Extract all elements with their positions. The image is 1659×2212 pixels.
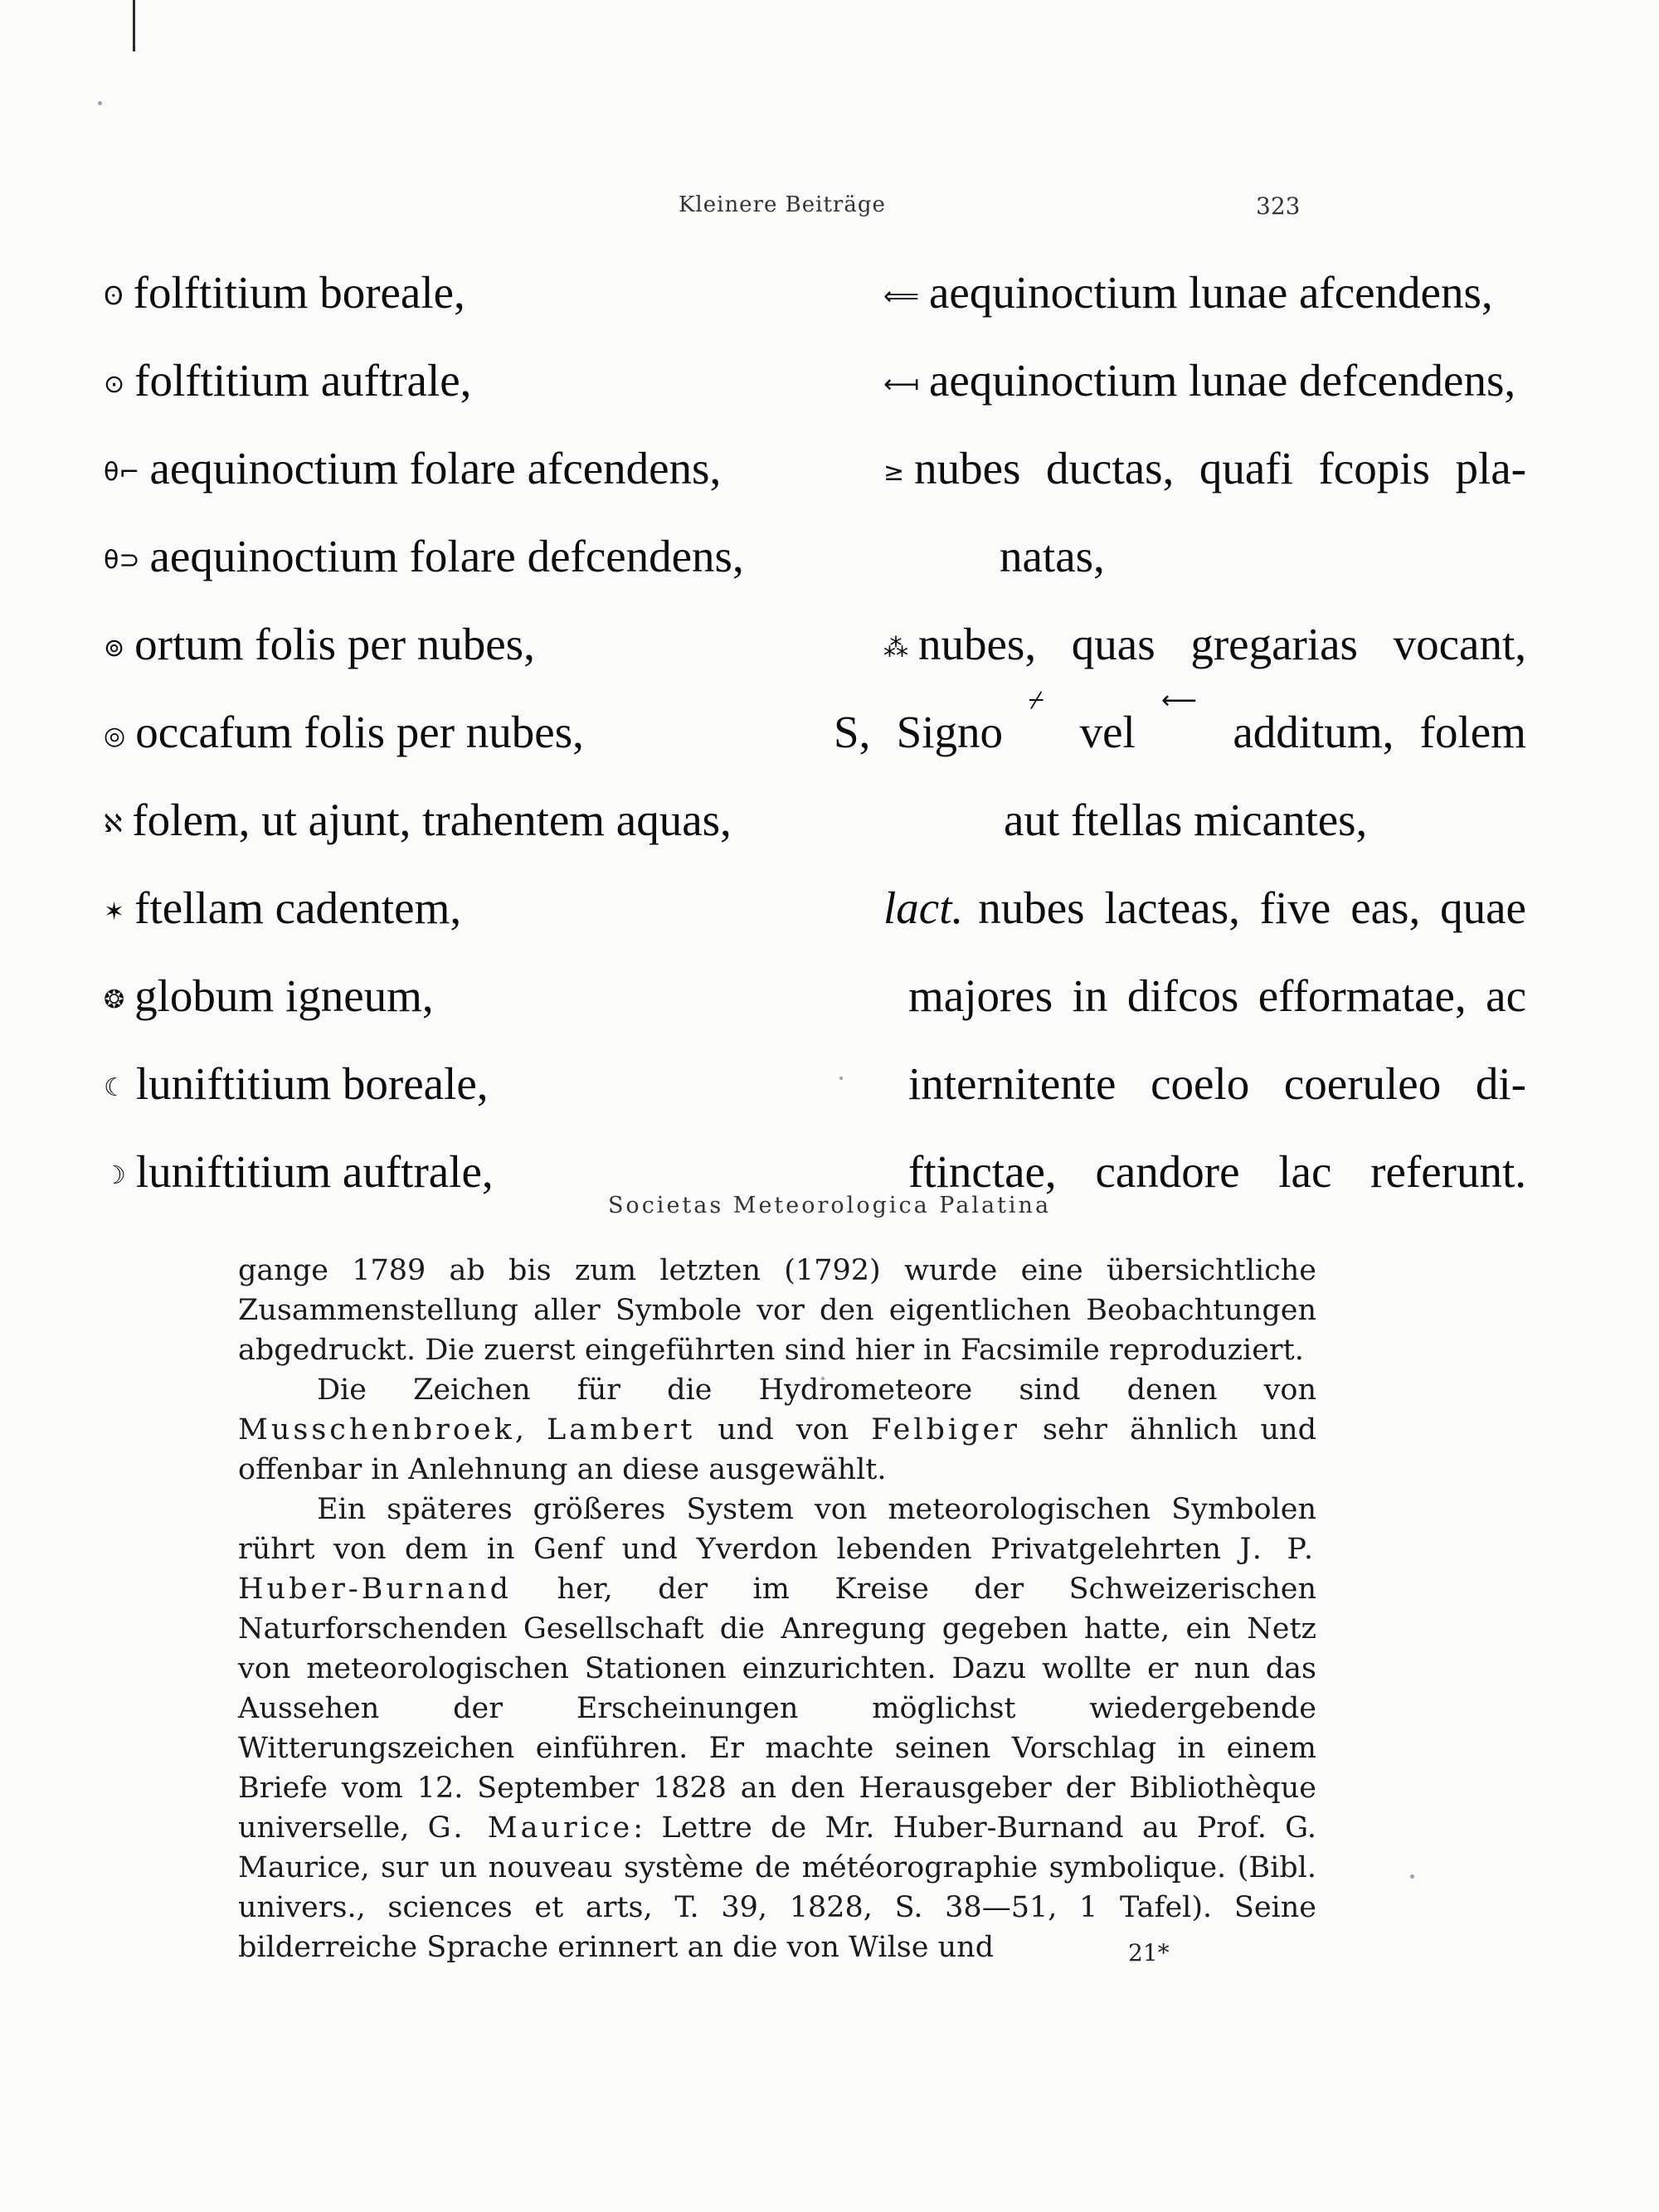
paragraph-text: Ein späteres größeres System von meteorologischen Symbolen rührt von dem in Genf und Yverdon lebenden Privatgelehrten bbox=[238, 1493, 1316, 1566]
list-item-text: occafum folis per nubes, bbox=[135, 707, 584, 757]
list-item-text: aequinoctium lunae defcendens, bbox=[929, 355, 1516, 406]
signature-mark: 21* bbox=[1128, 1939, 1170, 1966]
author-name-spaced: J. P. Huber-Burnand bbox=[238, 1533, 1316, 1606]
list-item-text: folftitium boreale, bbox=[133, 267, 465, 318]
list-item-word: difcos bbox=[1126, 970, 1239, 1021]
list-item-word: additum, bbox=[1233, 707, 1394, 757]
facsimile-right-column bbox=[834, 249, 1526, 1216]
list-item bbox=[104, 513, 817, 600]
paragraph-text: : Lettre de Mr. Huber-Burnand au Prof. G. Maurice, sur un nouveau système de météorographie symbolique. (Bibl. univers., sciences et arts, T. 39, 1828, S. 38—51, 1 Tafel). Seine bilderreiche Sprache erinnert an die von Wilse und bbox=[238, 1811, 1316, 1964]
paragraph: gange 1789 ab bis zum letzten (1792) wurde eine übersichtliche Zusammenstellung aller Symbole vor den eigentlichen Beobachtungen abgedruckt. Die zuerst eingeführten sind hier in Facsimile reproduziert. bbox=[238, 1254, 1316, 1367]
running-head bbox=[0, 192, 1659, 226]
author-name-spaced: G. Maurice bbox=[427, 1811, 634, 1845]
list-item-text: aut ftellas micantes, bbox=[1004, 795, 1368, 845]
list-item bbox=[104, 688, 817, 776]
list-item-word: lacteas, bbox=[1104, 882, 1240, 933]
list-item-word: quafi bbox=[1199, 443, 1293, 493]
lacteas-abbreviation: lact. bbox=[883, 882, 964, 933]
flock-clouds-symbol-icon: ⁂ bbox=[883, 634, 908, 664]
facsimile-symbol-list bbox=[0, 249, 1659, 1228]
list-item-word: quas bbox=[1071, 619, 1155, 669]
list-item bbox=[104, 776, 817, 864]
list-item-word: ftinctae, bbox=[908, 1146, 1057, 1197]
paragraph-text: , bbox=[514, 1413, 547, 1446]
fireball-symbol-icon: ❂ bbox=[104, 985, 125, 1015]
list-item-word: lac bbox=[1278, 1146, 1332, 1197]
solar-equinox-descending-symbol-icon: θ⊃ bbox=[104, 546, 140, 576]
sunrise-through-clouds-symbol-icon: ⊚ bbox=[104, 634, 125, 664]
list-item-word: S, bbox=[834, 707, 871, 757]
author-name-spaced: Felbiger bbox=[871, 1413, 1020, 1446]
list-item-word: nubes bbox=[914, 443, 1021, 493]
running-head-title: Kleinere Beiträge bbox=[679, 192, 886, 217]
list-item bbox=[104, 952, 817, 1040]
paragraph bbox=[238, 1490, 1316, 1967]
solstice-north-symbol-icon: ʘ bbox=[104, 282, 124, 312]
lunar-equinox-ascending-symbol-icon: ⟸ bbox=[883, 282, 920, 312]
list-item bbox=[834, 600, 1526, 688]
sign-mark-b-icon: ⟵ bbox=[1161, 686, 1198, 715]
list-item-word: nubes, bbox=[918, 619, 1037, 669]
falling-star-symbol-icon: ✶ bbox=[104, 897, 125, 927]
list-item bbox=[834, 337, 1526, 425]
list-item-word: referunt. bbox=[1370, 1146, 1526, 1197]
list-item-text: natas, bbox=[1000, 531, 1105, 581]
lunistice-south-symbol-icon: ☽ bbox=[104, 1161, 126, 1191]
list-item-word: internitente bbox=[908, 1058, 1117, 1109]
list-item-word: vel bbox=[1079, 707, 1136, 757]
list-item bbox=[834, 864, 1526, 952]
paragraph bbox=[238, 1370, 1316, 1490]
list-item-word: gregarias bbox=[1190, 619, 1358, 669]
list-item bbox=[834, 513, 1526, 600]
list-item-text: ftellam cadentem, bbox=[134, 882, 462, 933]
list-item-text: folftitium auftrale, bbox=[134, 355, 472, 406]
list-item-text: luniftitium auftrale, bbox=[135, 1146, 494, 1197]
list-item bbox=[104, 600, 817, 688]
list-item bbox=[834, 425, 1526, 513]
list-item bbox=[104, 425, 817, 513]
lunistice-north-symbol-icon: ☾ bbox=[104, 1073, 126, 1103]
lunar-equinox-descending-symbol-icon: ⟻ bbox=[883, 370, 920, 400]
solstice-south-symbol-icon: ⊙ bbox=[104, 370, 125, 400]
scan-speck bbox=[1410, 1874, 1414, 1879]
list-item bbox=[104, 337, 817, 425]
paragraph-text: her, der im Kreise der Schweizerischen Naturforschenden Gesellschaft die Anregung gegeben hatte, ein Netz von meteorologischen Stationen einzurichten. Dazu wollte er nun das Aussehen der Erscheinungen möglichst wiedergebende Witterungszeichen einführen. Er machte seinen Vorschlag in einem Briefe vom 12. September 1828 an den Herausgeber der Bibliothèque universelle, bbox=[238, 1573, 1316, 1845]
list-item-text: folem, ut ajunt, trahentem aquas, bbox=[132, 795, 732, 845]
list-item-word: five bbox=[1259, 882, 1331, 933]
list-item-word: efformatae, bbox=[1258, 970, 1467, 1021]
list-item-word: coelo bbox=[1151, 1058, 1250, 1109]
list-item-word: eas, bbox=[1350, 882, 1421, 933]
sun-drawing-water-symbol-icon: ℵ bbox=[104, 809, 123, 839]
paragraph-text: Die Zeichen für die Hydrometeore sind denen von bbox=[317, 1373, 1316, 1407]
list-item-word: folem bbox=[1419, 707, 1526, 757]
author-name-spaced: Lambert bbox=[547, 1413, 696, 1446]
body-text bbox=[238, 1251, 1316, 1967]
paragraph-text: und von bbox=[695, 1413, 872, 1446]
solar-equinox-ascending-symbol-icon: θ⌐ bbox=[104, 458, 140, 488]
list-item-word: ductas, bbox=[1046, 443, 1175, 493]
facsimile-left-column bbox=[104, 249, 817, 1216]
list-item-word: coeruleo bbox=[1283, 1058, 1442, 1109]
list-item bbox=[834, 249, 1526, 337]
list-item-text: aequinoctium folare defcendens, bbox=[149, 531, 744, 581]
list-item-word: fcopis bbox=[1318, 443, 1430, 493]
list-item bbox=[834, 952, 1526, 1040]
list-item bbox=[104, 864, 817, 952]
scan-speck bbox=[98, 101, 102, 105]
list-item-text: aequinoctium folare afcendens, bbox=[149, 443, 722, 493]
list-item-word: Signo bbox=[896, 707, 1003, 757]
list-item bbox=[104, 1040, 817, 1128]
list-item-word: nubes bbox=[978, 882, 1085, 933]
list-item-text: luniftitium boreale, bbox=[135, 1058, 489, 1109]
list-item-word: pla- bbox=[1455, 443, 1526, 493]
list-item-word: majores bbox=[908, 970, 1053, 1021]
list-item-text: ortum folis per nubes, bbox=[134, 619, 535, 669]
list-item-word: ac bbox=[1486, 970, 1526, 1021]
list-item-word: candore bbox=[1095, 1146, 1240, 1197]
list-item-word: in bbox=[1072, 970, 1108, 1021]
facsimile-caption: Societas Meteorologica Palatina bbox=[607, 1193, 1052, 1218]
scan-margin-rule bbox=[133, 0, 135, 51]
list-item bbox=[104, 249, 817, 337]
list-item-word: quae bbox=[1440, 882, 1526, 933]
sunset-through-clouds-symbol-icon: ◎ bbox=[104, 722, 126, 751]
list-item bbox=[834, 776, 1526, 864]
list-item-word: di- bbox=[1475, 1058, 1526, 1109]
page-number: 323 bbox=[1256, 192, 1301, 220]
list-item bbox=[834, 1040, 1526, 1128]
paragraph-text: sehr ähnlich und offenbar in Anlehnung an diese ausgewählt. bbox=[238, 1413, 1316, 1486]
list-item-text: globum igneum, bbox=[134, 970, 434, 1021]
sign-mark-a-icon: ⌿ bbox=[1029, 686, 1044, 715]
list-item bbox=[834, 688, 1526, 776]
swept-clouds-symbol-icon: ≥ bbox=[883, 458, 905, 488]
author-name-spaced: Musschenbroek bbox=[238, 1413, 515, 1446]
list-item-text: aequinoctium lunae afcendens, bbox=[929, 267, 1493, 318]
list-item-word: vocant, bbox=[1393, 619, 1526, 669]
